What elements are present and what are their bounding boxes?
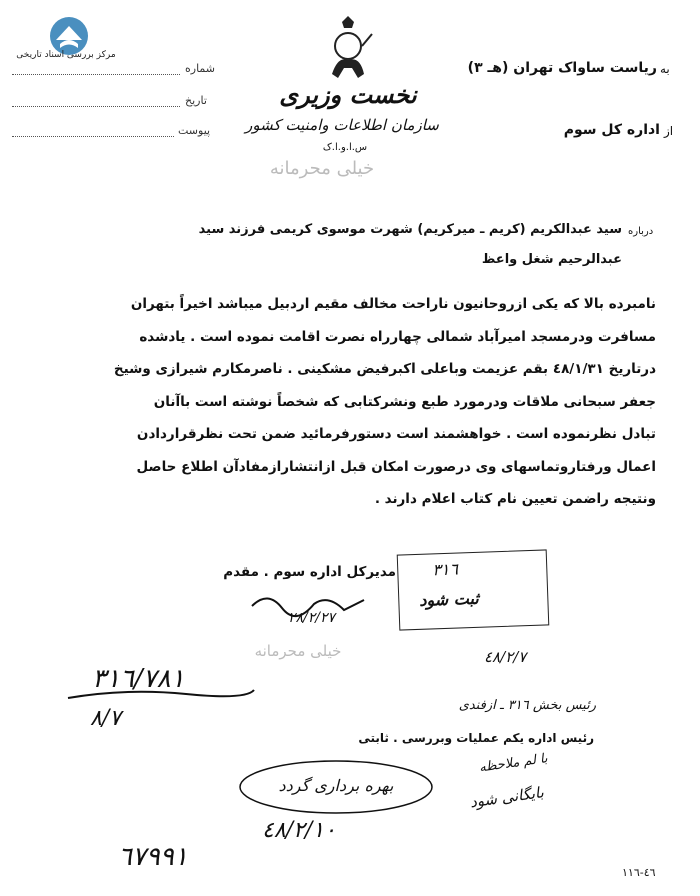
section-chief-line: رئیس بخش ٣١٦ ـ ازفندی [458, 698, 596, 713]
body-line: مسافرت ودرمسجد امیرآباد شمالی چهارراه نصرت اقامت نموده است . یادشده [139, 328, 656, 345]
department-chief-line: رئیس اداره یکم عملیات وبررسی . ثابتی [358, 731, 594, 745]
date-line [12, 106, 180, 107]
subject-label: درباره [628, 226, 654, 237]
to-recipient: ریاست ساواک تهران (هـ ٣) [467, 60, 657, 76]
date-label: تاریخ [185, 94, 207, 107]
registration-stamp [397, 549, 550, 630]
attachment-label: پیوست [178, 124, 211, 137]
stamp-text: ثبت شود [418, 588, 479, 610]
archive-note: بایگانی شود [468, 783, 545, 812]
secret-stamp-faint: خیلی محرمانه [254, 642, 342, 660]
organization-code: س.ا.و.ا.ک [322, 142, 368, 153]
letter-body [60, 298, 656, 507]
body-line: نامبرده بالا که یکی ازروحانیون ناراحت مخالف مقیم اردبیل میباشد اخیراً بتهران [130, 296, 656, 312]
from-prefix: از [664, 124, 674, 138]
body-line: اعمال ورفتاروتماسهای وی درصورت امکان قبل ازانتشارازمفادآن اطلاع حاصل [136, 458, 656, 475]
subject-line-1: سید عبدالکریم (کریم ـ میرکریم) شهرت موسوی کریمی فرزند سید [198, 222, 622, 237]
organization-name: سازمان اطلاعات وامنیت کشور [245, 116, 439, 134]
to-prefix: به [660, 62, 670, 76]
body-line: ونتیجه راضمن تعیین نام کتاب اعلام دارند . [374, 491, 656, 507]
exploit-note: بهره برداری گردد [278, 776, 394, 795]
signature-date: ٢٨/٢/٢٧ [288, 610, 336, 626]
stamp-number: ٣١٦ [431, 559, 459, 580]
lion-and-sun-emblem-icon [318, 16, 378, 86]
body-line: جعفر سبحانی ملاقات ودرمورد طبع ونشرکتابی که شخصاً نوشته است باآنان [153, 393, 656, 410]
attachment-line [12, 136, 174, 137]
top-secret-stamp: خیلی محرمانه [269, 158, 375, 179]
stamp-date: ٤٨/٢/٧ [484, 648, 527, 666]
number-label: شماره [185, 62, 216, 75]
review-note: با لم ملاحظه [478, 751, 549, 776]
reference-underline-icon [66, 684, 256, 708]
ministry-title: نخست وزیری [279, 80, 417, 109]
archive-number: ٦٧٩٩١ [118, 842, 188, 872]
page-number: ٤٦-١١٦ [622, 866, 656, 879]
subject-line-2: عبدالرحیم شغل واعظ [481, 252, 622, 267]
reference-number: ٣١٦/٧٨١ [92, 664, 185, 694]
from-sender: اداره کل سوم [563, 122, 660, 138]
logo-caption: مرکز بررسی اسناد تاریخی [16, 50, 116, 60]
director-signature-line: مدیرکل اداره سوم . مقدم [223, 564, 396, 580]
bottom-date: ٤٨/٢/١٠ [262, 818, 336, 843]
body-line: درتاریخ ٤٨/١/٣١ بقم عزیمت وباعلی اکبرفیض مشکینی . ناصرمکارم شیرازی وشیخ [113, 361, 656, 377]
reference-sub: ٨/٧ [90, 706, 122, 731]
number-line [12, 74, 180, 75]
body-line: تبادل نظرنموده است . خواهشمند است دستورفرمائید ضمن تحت نظرقراردادن [136, 426, 656, 442]
archive-logo [14, 14, 124, 76]
